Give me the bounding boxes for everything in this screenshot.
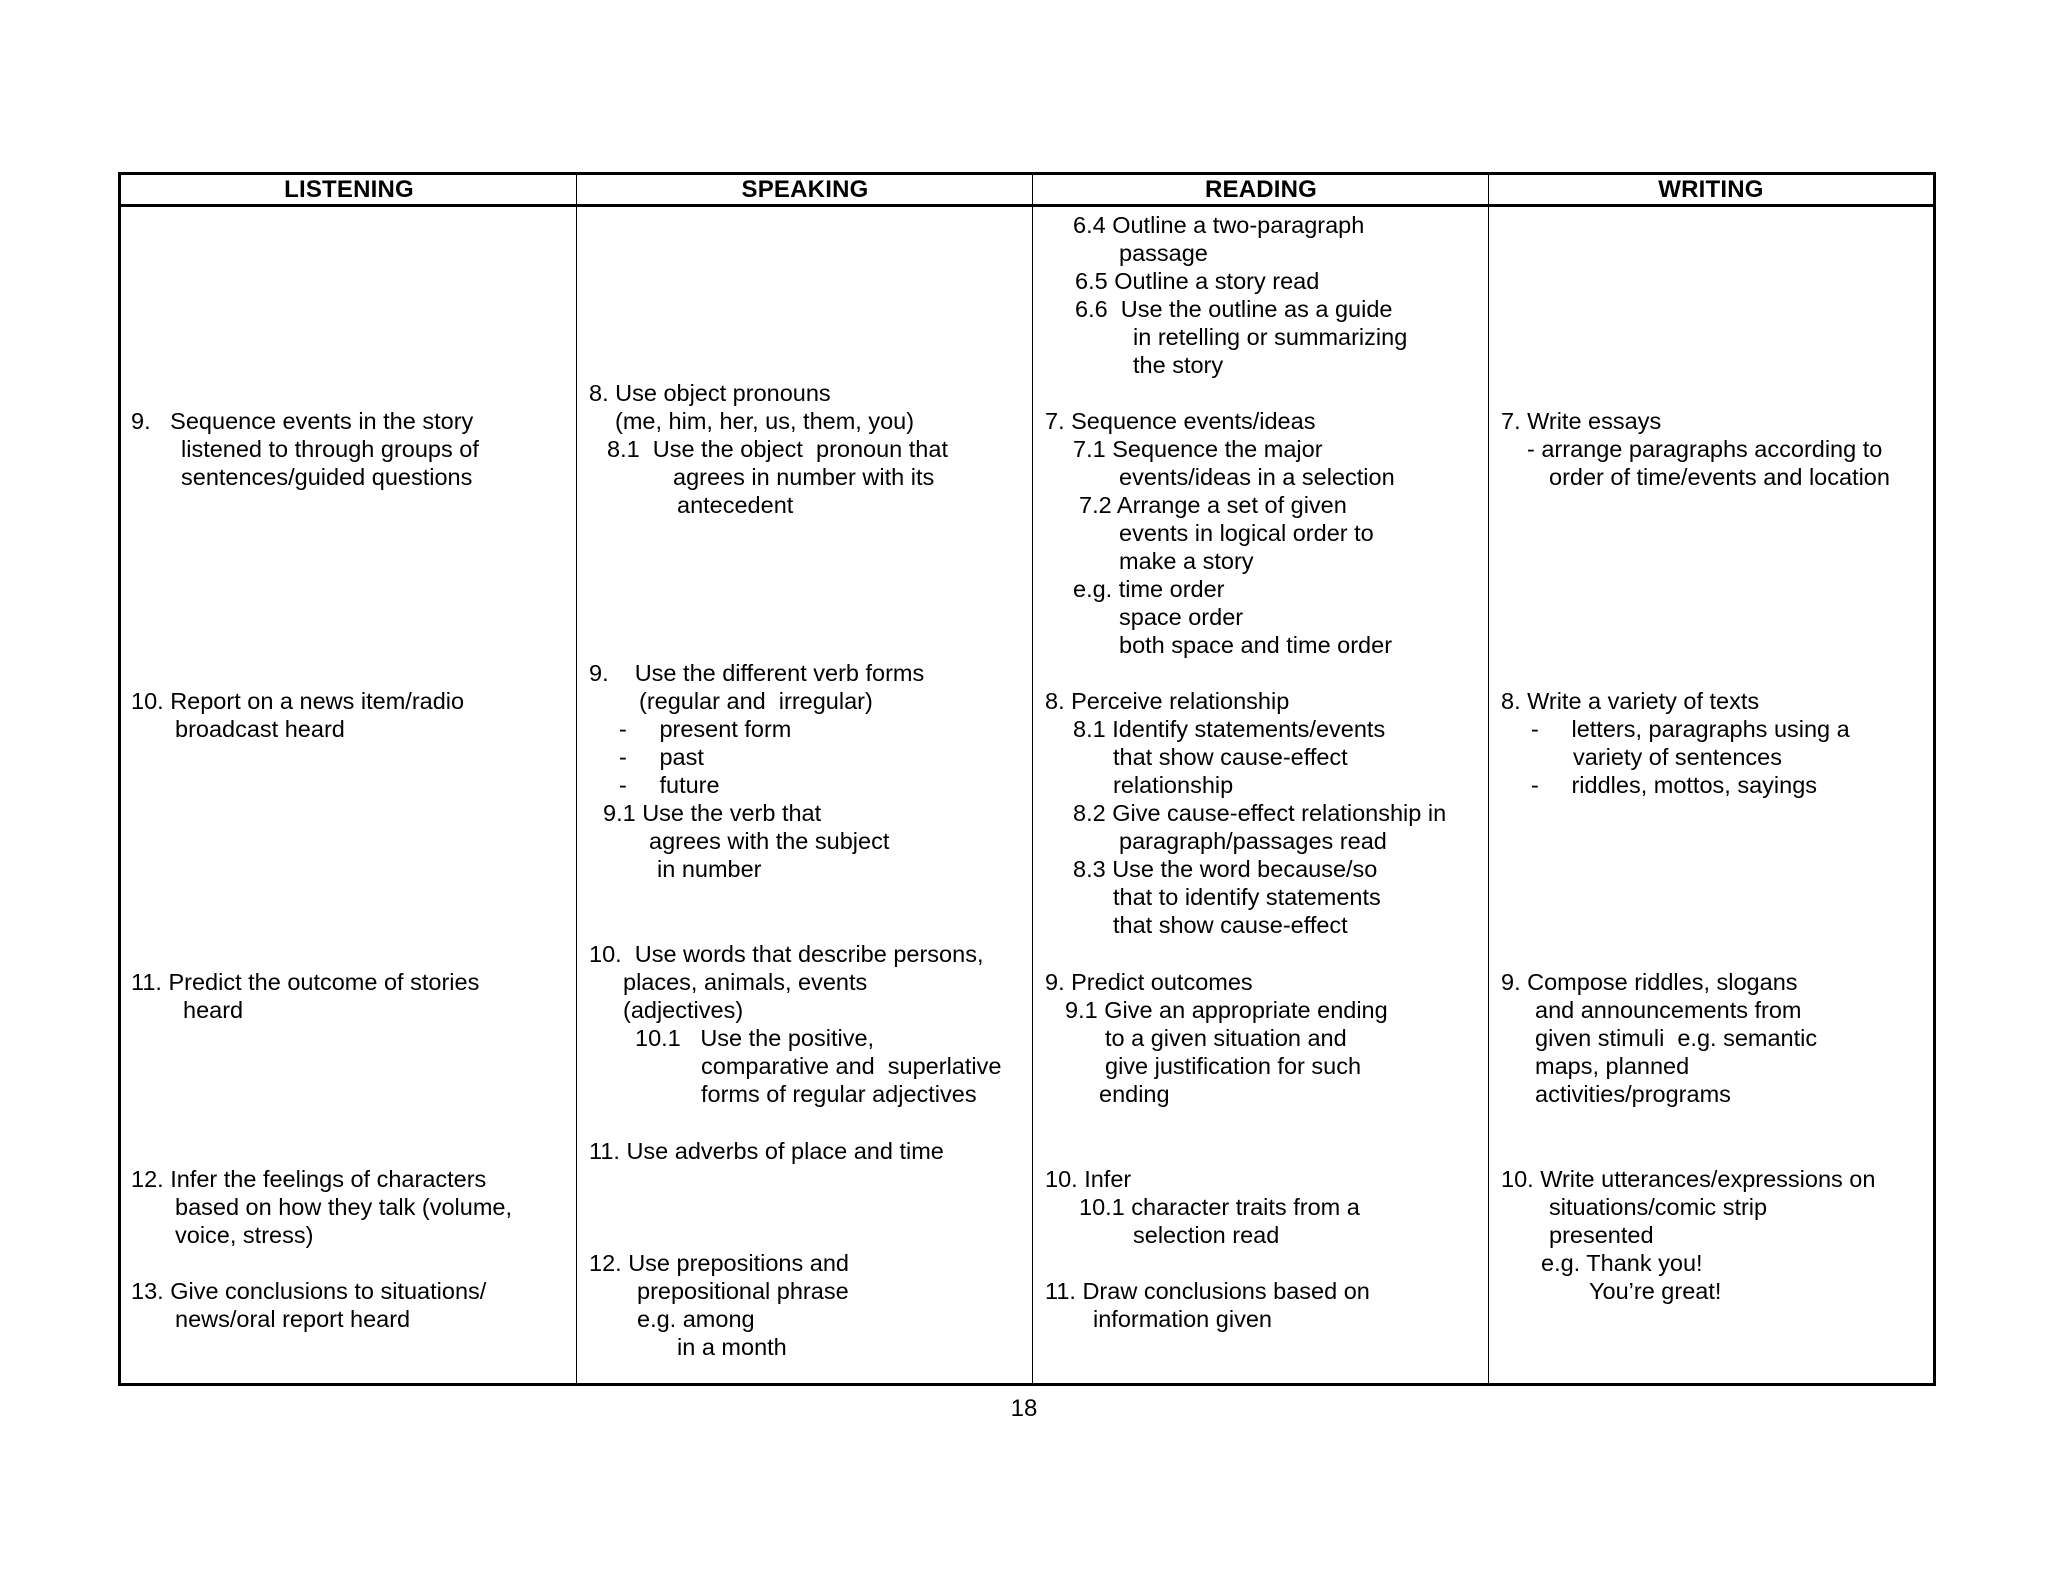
listening-item: news/oral report heard [175,1306,411,1332]
curriculum-table [118,172,1936,1386]
speaking-item: in a month [677,1334,787,1360]
writing-item: 10. Write utterances/expressions on [1501,1166,1876,1192]
reading-column [1033,207,1488,1383]
listening-item: heard [183,997,244,1023]
table-header-row [121,175,1933,207]
header-reading: READING [1204,176,1318,203]
speaking-item: agrees with the subject [649,828,890,854]
speaking-item: places, animals, events [623,969,868,995]
writing-item: situations/comic strip [1549,1194,1768,1220]
listening-item: 11. Predict the outcome of stories [131,969,480,995]
reading-item: in retelling or summarizing [1133,324,1408,350]
speaking-item: comparative and superlative [701,1053,1002,1079]
listening-item: broadcast heard [175,716,345,742]
writing-item: 8. Write a variety of texts [1501,688,1760,714]
reading-item: 6.6 Use the outline as a guide [1075,296,1393,322]
reading-item: selection read [1133,1222,1280,1248]
listening-item: 12. Infer the feelings of characters [131,1166,487,1192]
speaking-item: forms of regular adjectives [701,1081,977,1107]
writing-item: maps, planned [1535,1053,1690,1079]
speaking-item: 12. Use prepositions and [589,1250,849,1276]
reading-item: 7.1 Sequence the major [1073,436,1323,462]
speaking-item: 8. Use object pronouns [589,380,831,406]
reading-item: 6.4 Outline a two-paragraph [1073,212,1365,238]
listening-item: sentences/guided questions [181,464,473,490]
writing-item: You’re great! [1589,1278,1722,1304]
reading-item: 7. Sequence events/ideas [1045,408,1316,434]
writing-item: 9. Compose riddles, slogans [1501,969,1798,995]
speaking-item: - present form [619,716,792,742]
reading-item: to a given situation and [1105,1025,1347,1051]
reading-item: 8. Perceive relationship [1045,688,1290,714]
speaking-item: - future [619,772,720,798]
listening-item: 9. Sequence events in the story [131,408,474,434]
reading-item: the story [1133,352,1224,378]
speaking-item: 9. Use the different verb forms [589,660,925,686]
writing-column [1489,207,1933,1383]
reading-item: that to identify statements [1113,884,1381,910]
speaking-item: agrees in number with its [673,464,935,490]
speaking-item: (adjectives) [623,997,744,1023]
speaking-column [577,207,1032,1383]
listening-item: listened to through groups of [181,436,479,462]
listening-item: 13. Give conclusions to situations/ [131,1278,487,1304]
speaking-item: 10.1 Use the positive, [635,1025,875,1051]
reading-item: ending [1099,1081,1170,1107]
header-writing: WRITING [1658,176,1764,203]
reading-item: 11. Draw conclusions based on [1045,1278,1370,1304]
writing-item: presented [1549,1222,1654,1248]
writing-item: - riddles, mottos, sayings [1531,772,1818,798]
writing-item: given stimuli e.g. semantic [1535,1025,1818,1051]
reading-item: 8.2 Give cause-effect relationship in [1073,800,1447,826]
speaking-item: in number [657,856,762,882]
reading-item: space order [1119,604,1244,630]
listening-item: voice, stress) [175,1222,314,1248]
reading-item: passage [1119,240,1208,266]
reading-item: 6.5 Outline a story read [1075,268,1320,294]
writing-item: and announcements from [1535,997,1802,1023]
reading-item: information given [1093,1306,1272,1332]
reading-item: 8.3 Use the word because/so [1073,856,1378,882]
listening-column [121,207,576,1383]
speaking-item: prepositional phrase [637,1278,849,1304]
reading-item: that show cause-effect [1113,912,1348,938]
speaking-item: 8.1 Use the object pronoun that [607,436,948,462]
writing-item: - letters, paragraphs using a [1531,716,1850,742]
speaking-item: 10. Use words that describe persons, [589,941,984,967]
reading-item: 9.1 Give an appropriate ending [1065,997,1388,1023]
listening-item: 10. Report on a news item/radio [131,688,465,714]
reading-item: 10.1 character traits from a [1079,1194,1360,1220]
table-body [121,207,1933,1383]
header-listening: LISTENING [284,176,414,203]
writing-item: e.g. Thank you! [1541,1250,1703,1276]
reading-item: 8.1 Identify statements/events [1073,716,1386,742]
reading-item: relationship [1113,772,1234,798]
header-speaking: SPEAKING [741,176,869,203]
speaking-item: antecedent [677,492,794,518]
reading-item: both space and time order [1119,632,1393,658]
reading-item: events in logical order to [1119,520,1374,546]
writing-item: variety of sentences [1573,744,1782,770]
reading-item: that show cause-effect [1113,744,1348,770]
listening-item: based on how they talk (volume, [175,1194,513,1220]
speaking-item: 9.1 Use the verb that [603,800,822,826]
reading-item: 9. Predict outcomes [1045,969,1253,995]
reading-item: give justification for such [1105,1053,1362,1079]
speaking-item: (me, him, her, us, them, you) [615,408,915,434]
reading-item: events/ideas in a selection [1119,464,1395,490]
speaking-item: (regular and irregular) [639,688,873,714]
reading-item: paragraph/passages read [1119,828,1387,854]
speaking-item: e.g. among [637,1306,755,1332]
writing-item: activities/programs [1535,1081,1731,1107]
reading-item: 10. Infer [1045,1166,1132,1192]
writing-item: 7. Write essays [1501,408,1662,434]
reading-item: make a story [1119,548,1254,574]
speaking-item: - past [619,744,704,770]
reading-item: 7.2 Arrange a set of given [1079,492,1347,518]
writing-item: order of time/events and location [1549,464,1890,490]
speaking-item: 11. Use adverbs of place and time [589,1138,944,1164]
writing-item: - arrange paragraphs according to [1527,436,1883,462]
page-number: 18 [1010,1395,1038,1422]
reading-item: e.g. time order [1073,576,1225,602]
